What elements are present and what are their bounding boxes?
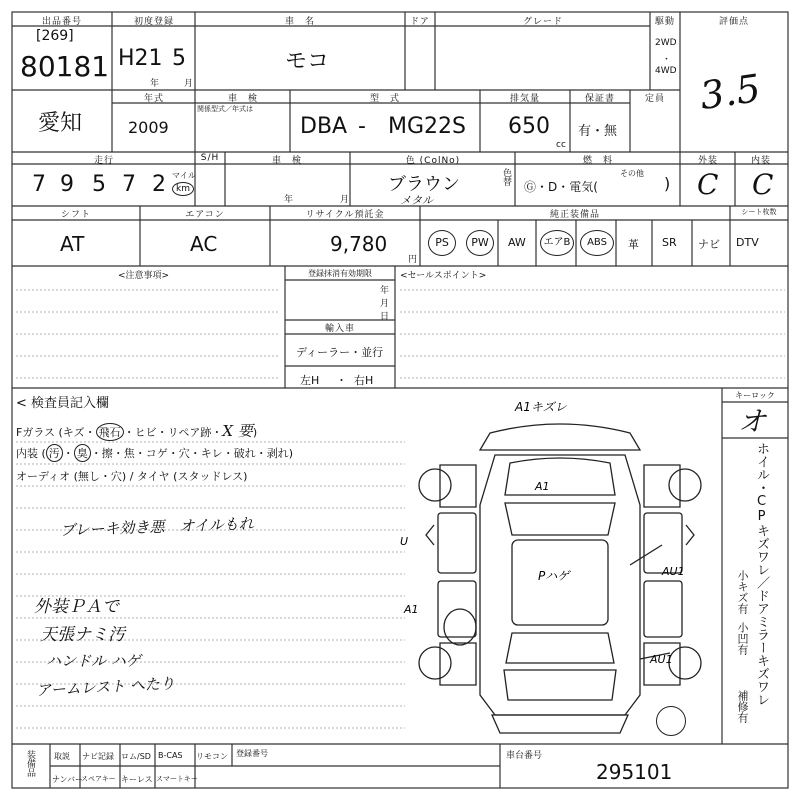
inspection-label: 車 検 <box>227 94 258 104</box>
diagram-right-mark: AU1 <box>662 565 685 578</box>
fglass-mark: X 要 <box>222 422 253 440</box>
acc-spare: スペアキー <box>81 775 116 783</box>
side-note-main: ホイル・CPキズワレ／ドアミラーキズワレ <box>754 442 769 706</box>
doors-label: ドア <box>410 17 430 27</box>
year-value: 2009 <box>128 118 169 137</box>
notes-label: <注意事項> <box>118 271 170 281</box>
color-name: ブラウン <box>388 174 460 195</box>
grade-label: グレード <box>522 17 563 27</box>
score-value: 3.5 <box>697 66 764 118</box>
displacement-value: 650 <box>508 114 550 139</box>
model-prefix: DBA <box>300 114 348 139</box>
first-reg-month: 5 <box>172 46 186 71</box>
acc-smart: スマートキー <box>156 775 198 783</box>
acc-manual: 取説 <box>54 752 70 761</box>
interior-item-0: 汚 <box>46 444 63 462</box>
fglass-prefix: Fガラス (キズ・ <box>16 426 96 439</box>
acc-navi-disc: ナビ記録 <box>82 752 114 761</box>
drive-2wd: 2WD <box>655 38 677 48</box>
first-reg-year-suffix: 年 <box>150 79 160 89</box>
mileage-d4: 7 <box>122 172 136 197</box>
displacement-unit: cc <box>556 140 566 150</box>
import-dot: ・ <box>336 374 347 387</box>
reg-no-label: 登録番号 <box>236 749 268 758</box>
car-diagram <box>400 395 720 740</box>
hand-note-3: 天張ナミ汚 <box>40 625 125 645</box>
first-reg-label: 初度登録 <box>133 17 174 27</box>
recycle-unit: 円 <box>408 255 418 265</box>
mileage-d3: 5 <box>92 172 106 197</box>
hand-note-2: 外装ＰＡで <box>34 597 119 617</box>
diagram-front: A1キズレ <box>515 400 567 414</box>
mileage-unit-mile: マイル <box>172 171 196 180</box>
acc-remote: リモコン <box>196 752 228 761</box>
region: 愛知 <box>38 111 83 136</box>
interior-item-6: キレ <box>200 447 223 460</box>
interior-close: ) <box>288 447 293 460</box>
accessories-label: 装備品 <box>25 750 35 777</box>
inspector-line2: 内装 ( 汚 ・ 臭 ・擦・焦・コゲ・穴・キレ・破れ・剥れ) <box>16 444 293 462</box>
sales-point-label: <セールスポイント> <box>400 271 487 281</box>
inspection-year: 年 <box>284 195 294 205</box>
import-left: 左H <box>300 374 320 387</box>
interior-grade: C <box>752 168 774 201</box>
color-label: 色 (ColNo) <box>405 156 461 166</box>
interior-item-7: 破れ <box>233 447 256 460</box>
interior-item-4: コゲ <box>145 447 168 460</box>
fuel-label: 燃 料 <box>582 156 613 166</box>
first-reg-era: H21 <box>118 46 163 71</box>
hand-note-4: ハンドル ハゲ <box>46 652 141 670</box>
equip-navi: ナビ <box>698 238 720 251</box>
inspector-line1 <box>16 420 257 441</box>
fglass-close: ) <box>252 426 258 439</box>
key-lock-value: オ <box>738 405 767 438</box>
interior-item-2: 擦 <box>101 447 113 460</box>
equip-abs: ABS <box>580 230 614 256</box>
equip-dtv: DTV <box>736 236 759 249</box>
aircon-value: AC <box>190 232 218 256</box>
aircon-label: エアコン <box>185 210 225 220</box>
interior-item-8: 剥れ <box>266 447 289 460</box>
model-dash: - <box>358 114 366 139</box>
warranty-label: 保証書 <box>584 94 615 104</box>
car-name: モコ <box>285 49 330 74</box>
inspection2-label: 車 検 <box>271 156 302 166</box>
chassis-number: 295101 <box>596 760 673 784</box>
shift-label: シフト <box>60 210 91 220</box>
fuel-options: Ⓖ・D・電気( <box>524 180 598 194</box>
interior-label: 内装 <box>750 156 771 166</box>
inspector-line3: オーディオ (無し・穴) / タイヤ (スタッドレス) <box>16 470 248 483</box>
fglass-circled: 飛石 <box>96 423 124 441</box>
fuel-close: ) <box>664 174 671 193</box>
car-name-label: 車 名 <box>284 17 315 27</box>
hand-note-5: アームレスト へたり <box>35 674 176 700</box>
lot-no-label: 出品番号 <box>41 17 82 27</box>
acc-keyless: キーレス <box>121 775 153 784</box>
interior-item-3: 焦 <box>123 447 135 460</box>
equip-sr: SR <box>662 236 677 249</box>
reg-expiry-year: 年 <box>380 286 390 296</box>
acc-rom-sd: ロム/SD <box>121 752 151 761</box>
capacity-label: 定員 <box>644 94 665 104</box>
import-label: 輸入車 <box>324 324 355 334</box>
year-label: 年式 <box>143 94 164 104</box>
mileage-label: 走行 <box>93 156 114 166</box>
diagram-rear-right: AU1 <box>650 653 673 666</box>
exterior-grade: C <box>697 168 719 201</box>
displacement-label: 排気量 <box>509 94 540 104</box>
equip-leather: 革 <box>628 238 639 251</box>
import-dealer: ディーラー・並行 <box>296 346 384 359</box>
reg-expiry-day: 日 <box>380 312 390 322</box>
drive-label: 駆動 <box>654 17 675 27</box>
inspection-month: 月 <box>340 195 350 205</box>
import-right: 右H <box>354 374 374 387</box>
exterior-label: 外装 <box>697 156 718 166</box>
reg-expiry-month: 月 <box>380 299 390 309</box>
drive-dot: ・ <box>662 55 672 65</box>
score-label: 評価点 <box>718 17 749 27</box>
inspector-label: < 検査員記入欄 <box>16 396 110 411</box>
first-reg-month-suffix: 月 <box>184 79 194 89</box>
acc-number: ナンバー <box>52 775 84 784</box>
side-note-small3: 補修有 <box>736 690 749 723</box>
equipment-label: 純正装備品 <box>549 210 600 220</box>
reg-expiry-label: 登録抹消有効期限 <box>308 269 372 278</box>
model-label: 型 式 <box>369 94 400 104</box>
lot-code: [269] <box>36 28 74 44</box>
chassis-label: 車台番号 <box>506 751 543 761</box>
equip-aw: AW <box>508 236 526 249</box>
key-lock-label: キーロック <box>735 391 775 400</box>
color-change: 色替 <box>501 168 511 186</box>
equip-pw: PW <box>466 230 494 256</box>
mileage-unit-km: km <box>172 182 194 196</box>
wheel-mark-right <box>656 706 686 736</box>
drive-4wd: 4WD <box>655 66 677 76</box>
inspection-note: 関係型式／年式は <box>197 105 253 113</box>
shift-value: AT <box>60 232 85 256</box>
mileage-d2: 9 <box>60 172 74 197</box>
fglass-rest: ・ヒビ・リペア跡・ <box>123 426 223 439</box>
side-note-small1: 小キズ有 <box>736 570 749 614</box>
diagram-roof: A1 <box>535 480 550 493</box>
color-note: メタル <box>400 194 433 207</box>
steering-label: S/H <box>200 153 220 163</box>
warranty-value: 有・無 <box>578 124 618 139</box>
diagram-left-mark: U <box>400 535 409 548</box>
interior-prefix: 内装 ( <box>16 447 46 460</box>
lot-number: 80181 <box>20 50 110 83</box>
hand-note-1: ブレーキ効き悪 オイルもれ <box>59 514 254 540</box>
interior-item-5: 穴 <box>178 447 190 460</box>
fuel-other: その他 <box>620 169 644 178</box>
diagram-center: Pハゲ <box>538 569 570 583</box>
model-code: MG22S <box>388 114 466 139</box>
equip-ps: PS <box>428 230 456 256</box>
recycle-label: リサイクル預託金 <box>305 210 385 220</box>
side-note-small2: 小凹有 <box>736 622 749 655</box>
acc-bcas: B-CAS <box>158 751 183 760</box>
mileage-d5: 2 <box>152 172 166 197</box>
mileage-d1: 7 <box>32 172 46 197</box>
interior-item-1: 臭 <box>74 444 91 462</box>
recycle-amount: 9,780 <box>330 232 388 256</box>
equip-airbag: エアB <box>540 230 574 256</box>
seat-count-label: シート枚数 <box>741 208 777 216</box>
diagram-left-mark2: A1 <box>404 603 419 616</box>
